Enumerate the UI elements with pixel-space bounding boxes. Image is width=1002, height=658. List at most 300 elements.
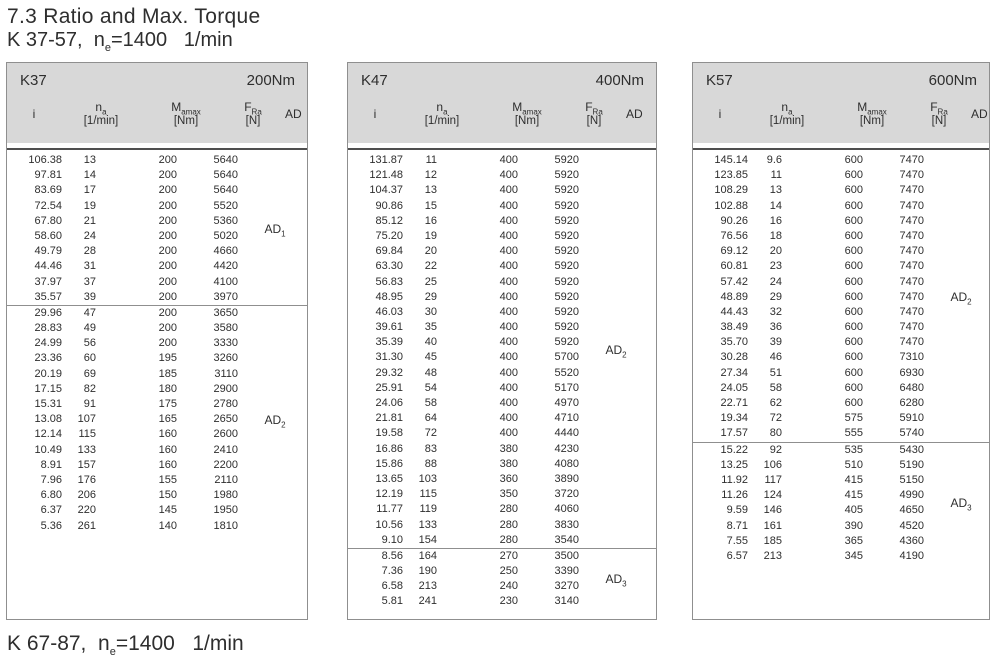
ad-label: $AD_3$: [950, 496, 972, 513]
subtitle-text: K 37-57, n: [7, 29, 105, 51]
f-value: 4970: [554, 397, 579, 409]
table-row: [693, 183, 989, 198]
f-value: 4190: [899, 549, 924, 562]
m-value: 180: [158, 382, 177, 395]
ad-group: [693, 153, 989, 442]
m-value: 350: [499, 488, 518, 501]
table-row: [7, 306, 307, 321]
i-value: 15.86: [375, 457, 403, 470]
table-row: [348, 366, 656, 381]
column-header-m: $M_{amax}$ [Nm]: [171, 100, 201, 127]
f-value: 5190: [899, 458, 924, 471]
i-value: 27.34: [720, 366, 748, 379]
i-value: 35.70: [720, 336, 748, 349]
i-value: 12.14: [34, 428, 62, 441]
f-value: 4420: [213, 260, 238, 273]
i-value: 37.97: [34, 275, 62, 288]
m-value: 200: [158, 260, 177, 273]
m-value: 600: [844, 351, 863, 364]
na-value: 213: [418, 580, 437, 593]
m-value: 200: [158, 322, 177, 335]
i-value: 17.15: [34, 382, 62, 395]
na-value: 103: [418, 472, 437, 485]
m-value: 400: [499, 412, 518, 425]
na-value: 206: [77, 489, 96, 502]
i-value: 5.81: [381, 595, 403, 608]
f-value: 5920: [554, 290, 579, 303]
f-value: 6480: [899, 381, 924, 394]
i-value: 69.84: [375, 245, 403, 258]
i-value: 48.89: [720, 290, 748, 303]
na-value: 119: [419, 503, 437, 516]
column-header-ad: AD: [626, 107, 643, 121]
i-value: 49.79: [34, 245, 62, 258]
na-value: 20: [769, 245, 782, 258]
na-value: 106: [763, 458, 782, 471]
i-value: 10.56: [375, 518, 403, 531]
column-header-ad: AD: [285, 107, 302, 121]
na-value: 16: [424, 214, 437, 227]
f-value: 5920: [554, 169, 579, 182]
na-value: 190: [418, 565, 437, 578]
table-row: [693, 549, 989, 564]
f-value: 7470: [899, 154, 924, 166]
i-value: 30.28: [720, 351, 748, 364]
m-value: 160: [158, 428, 177, 441]
table-row: [7, 488, 307, 503]
f-value: 5920: [554, 305, 579, 318]
ad-group: [7, 305, 307, 534]
f-value: 5920: [554, 275, 579, 288]
table-row: [348, 244, 656, 259]
i-value: 7.36: [381, 565, 403, 578]
f-value: 5520: [554, 366, 579, 379]
column-header-i: i: [373, 107, 377, 121]
na-value: 164: [418, 549, 437, 562]
f-value: 7470: [899, 275, 924, 288]
f-value: 4080: [554, 457, 579, 470]
table-row: [693, 443, 989, 458]
table-row: [348, 457, 656, 472]
f-value: 5920: [554, 184, 579, 197]
na-value: 56: [83, 337, 96, 350]
m-value: 150: [158, 489, 177, 502]
f-value: 1950: [213, 504, 238, 517]
column-header-f: $F_{Ra}$ [N]: [585, 100, 603, 127]
table-row: [693, 519, 989, 534]
na-value: 117: [764, 473, 782, 486]
m-value: 600: [844, 199, 863, 212]
m-value: 140: [158, 519, 177, 532]
i-value: 57.42: [720, 275, 748, 288]
i-value: 9.59: [726, 504, 748, 517]
m-value: 270: [499, 549, 518, 562]
torque-table: [347, 62, 657, 620]
m-value: 230: [499, 595, 518, 608]
i-value: 13.25: [720, 458, 748, 471]
f-value: 3260: [213, 352, 238, 365]
table-row: [7, 153, 307, 168]
na-value: 80: [769, 427, 782, 440]
m-value: 400: [499, 336, 518, 349]
na-value: 157: [77, 458, 96, 471]
i-value: 22.71: [720, 397, 748, 409]
table-row: [7, 458, 307, 473]
column-header-i: i: [718, 107, 722, 121]
i-value: 39.61: [375, 321, 403, 334]
table-row: [348, 472, 656, 487]
table-row: [693, 229, 989, 244]
na-value: 15: [424, 199, 437, 212]
f-value: 5170: [554, 381, 579, 394]
table-row: [348, 168, 656, 183]
na-value: 213: [763, 549, 782, 562]
i-value: 121.48: [369, 169, 403, 182]
na-value: 21: [83, 214, 96, 227]
na-value: 54: [424, 381, 437, 394]
f-value: 5700: [554, 351, 579, 364]
f-value: 4440: [554, 427, 579, 440]
m-value: 600: [844, 275, 863, 288]
m-value: 160: [158, 458, 177, 471]
m-value: 400: [499, 245, 518, 258]
f-value: 5740: [899, 427, 924, 440]
table-torque: 200Nm: [246, 72, 295, 89]
na-value: 11: [770, 169, 782, 182]
m-value: 345: [844, 549, 863, 562]
footer-suffix: =1400 1/min: [115, 632, 244, 655]
table-row: [693, 244, 989, 259]
f-value: 4360: [899, 534, 924, 547]
i-value: 44.43: [720, 305, 748, 318]
m-value: 600: [844, 305, 863, 318]
page-subtitle: [7, 29, 233, 52]
m-value: 400: [499, 154, 518, 166]
m-value: 200: [158, 214, 177, 227]
i-value: 7.96: [40, 473, 62, 486]
i-value: 97.81: [34, 169, 62, 182]
na-value: 72: [424, 427, 437, 440]
m-value: 400: [499, 381, 518, 394]
f-value: 5920: [554, 245, 579, 258]
m-value: 535: [844, 443, 863, 456]
i-value: 13.65: [375, 472, 403, 485]
table-row: [348, 290, 656, 305]
na-value: 64: [424, 412, 437, 425]
i-value: 131.87: [369, 154, 403, 166]
footer-subscript: e: [109, 646, 116, 658]
na-value: 58: [424, 397, 437, 409]
m-value: 600: [844, 336, 863, 349]
m-value: 365: [844, 534, 863, 547]
m-value: 600: [844, 290, 863, 303]
f-value: 3500: [554, 549, 579, 562]
table-row: [7, 275, 307, 290]
na-value: 82: [83, 382, 96, 395]
footer-subtitle: [7, 632, 244, 656]
i-value: 145.14: [714, 154, 748, 166]
column-header-f: $F_{Ra}$ [N]: [930, 100, 948, 127]
na-value: 13: [424, 184, 437, 197]
m-value: 155: [158, 473, 177, 486]
i-value: 46.03: [375, 305, 403, 318]
table-row: [693, 214, 989, 229]
m-value: 160: [158, 443, 177, 456]
na-value: 83: [424, 442, 437, 455]
na-value: 72: [769, 412, 782, 425]
i-value: 69.12: [720, 245, 748, 258]
na-value: 17: [83, 184, 96, 197]
m-value: 400: [499, 169, 518, 182]
f-value: 5640: [213, 184, 238, 197]
i-value: 6.37: [40, 504, 62, 517]
table-row: [7, 259, 307, 274]
f-value: 3580: [213, 322, 238, 335]
na-value: 92: [769, 443, 782, 456]
na-value: 146: [763, 504, 782, 517]
i-value: 75.20: [375, 229, 403, 242]
table-row: [693, 275, 989, 290]
i-value: 23.36: [34, 352, 62, 365]
m-value: 200: [158, 154, 177, 166]
f-value: 5920: [554, 229, 579, 242]
f-value: 1980: [213, 489, 238, 502]
i-value: 67.80: [34, 214, 62, 227]
i-value: 123.85: [714, 169, 748, 182]
m-value: 415: [844, 489, 863, 502]
f-value: 3830: [554, 518, 579, 531]
na-value: 29: [424, 290, 437, 303]
torque-table: [692, 62, 990, 620]
table-body: [693, 150, 989, 564]
f-value: 5920: [554, 321, 579, 334]
ad-group: [693, 442, 989, 565]
table-row: [348, 153, 656, 168]
table-row: [7, 199, 307, 214]
table-row: [348, 442, 656, 457]
f-value: 5430: [899, 443, 924, 456]
na-value: 161: [763, 519, 782, 532]
table-row: [348, 214, 656, 229]
i-value: 15.22: [720, 443, 748, 456]
f-value: 7470: [899, 184, 924, 197]
i-value: 9.10: [381, 533, 403, 546]
column-header-na: $n_a$ [1/min]: [83, 100, 119, 127]
m-value: 200: [158, 275, 177, 288]
na-value: 46: [769, 351, 782, 364]
m-value: 400: [499, 427, 518, 440]
m-value: 195: [158, 352, 177, 365]
m-value: 600: [844, 321, 863, 334]
ad-group: [348, 153, 656, 548]
table-row: [348, 320, 656, 335]
f-value: 3540: [554, 533, 579, 546]
f-value: 7310: [899, 351, 924, 364]
i-value: 83.69: [34, 184, 62, 197]
table-name: K37: [20, 72, 47, 89]
m-value: 200: [158, 245, 177, 258]
m-value: 200: [158, 337, 177, 350]
na-value: 115: [419, 488, 437, 501]
na-value: 60: [83, 352, 96, 365]
f-value: 3720: [554, 488, 579, 501]
na-value: 37: [83, 275, 96, 288]
ad-label: $AD_2$: [950, 290, 972, 307]
i-value: 35.39: [375, 336, 403, 349]
table-row: [7, 473, 307, 488]
na-value: 88: [424, 457, 437, 470]
m-value: 575: [844, 412, 863, 425]
i-value: 19.34: [720, 412, 748, 425]
i-value: 38.49: [720, 321, 748, 334]
table-row: [7, 382, 307, 397]
na-value: 11: [425, 154, 437, 166]
column-header-na: $n_a$ [1/min]: [769, 100, 805, 127]
m-value: 400: [499, 229, 518, 242]
m-value: 600: [844, 229, 863, 242]
f-value: 5640: [213, 169, 238, 182]
ad-group: [7, 153, 307, 305]
f-value: 2650: [213, 413, 238, 426]
f-value: 7470: [899, 199, 924, 212]
m-value: 200: [158, 306, 177, 319]
i-value: 11.77: [376, 503, 403, 516]
table-torque: 400Nm: [595, 72, 644, 89]
na-value: 16: [769, 214, 782, 227]
na-value: 51: [769, 366, 782, 379]
m-value: 145: [158, 504, 177, 517]
m-value: 400: [499, 290, 518, 303]
column-header-na: $n_a$ [1/min]: [424, 100, 460, 127]
m-value: 390: [844, 519, 863, 532]
f-value: 1810: [213, 519, 238, 532]
f-value: 6280: [899, 397, 924, 409]
m-value: 175: [158, 398, 177, 410]
m-value: 400: [499, 275, 518, 288]
i-value: 90.86: [375, 199, 403, 212]
table-row: [693, 305, 989, 320]
i-value: 15.31: [34, 398, 62, 410]
m-value: 280: [499, 518, 518, 531]
f-value: 5920: [554, 214, 579, 227]
table-row: [693, 426, 989, 441]
m-value: 600: [844, 154, 863, 166]
torque-table: [6, 62, 308, 620]
table-row: [693, 259, 989, 274]
i-value: 72.54: [34, 199, 62, 212]
f-value: 7470: [899, 336, 924, 349]
i-value: 8.56: [381, 549, 403, 562]
table-row: [348, 396, 656, 411]
f-value: 3110: [214, 367, 238, 380]
f-value: 3970: [213, 290, 238, 303]
table-row: [7, 443, 307, 458]
column-header-f: $F_{Ra}$ [N]: [244, 100, 262, 127]
f-value: 4990: [899, 489, 924, 502]
table-header: [693, 63, 989, 143]
m-value: 510: [844, 458, 863, 471]
page-title: 7.3 Ratio and Max. Torque: [7, 5, 261, 28]
f-value: 2200: [213, 458, 238, 471]
f-value: 3330: [213, 337, 238, 350]
na-value: 115: [78, 428, 96, 441]
f-value: 5520: [213, 199, 238, 212]
m-value: 600: [844, 381, 863, 394]
i-value: 76.56: [720, 229, 748, 242]
na-value: 14: [83, 169, 96, 182]
table-row: [7, 336, 307, 351]
f-value: 3270: [554, 580, 579, 593]
table-row: [348, 533, 656, 548]
na-value: 24: [769, 275, 782, 288]
f-value: 4100: [213, 275, 238, 288]
na-value: 45: [424, 351, 437, 364]
table-row: [693, 381, 989, 396]
m-value: 600: [844, 397, 863, 409]
m-value: 600: [844, 366, 863, 379]
table-row: [7, 290, 307, 305]
table-row: [348, 594, 656, 609]
na-value: 58: [769, 381, 782, 394]
i-value: 60.81: [720, 260, 748, 273]
table-row: [693, 534, 989, 549]
f-value: 4650: [899, 504, 924, 517]
i-value: 44.46: [34, 260, 62, 273]
na-value: 124: [763, 489, 782, 502]
table-row: [7, 367, 307, 382]
m-value: 400: [499, 366, 518, 379]
i-value: 104.37: [369, 184, 403, 197]
i-value: 28.83: [34, 322, 62, 335]
f-value: 5920: [554, 336, 579, 349]
m-value: 200: [158, 184, 177, 197]
f-value: 7470: [899, 214, 924, 227]
m-value: 600: [844, 169, 863, 182]
na-value: 22: [424, 260, 437, 273]
na-value: 154: [418, 533, 437, 546]
m-value: 280: [499, 503, 518, 516]
m-value: 555: [844, 427, 863, 440]
m-value: 400: [499, 321, 518, 334]
i-value: 29.96: [34, 306, 62, 319]
table-name: K47: [361, 72, 388, 89]
table-row: [693, 366, 989, 381]
na-value: 13: [83, 154, 96, 166]
i-value: 108.29: [714, 184, 748, 197]
na-value: 133: [418, 518, 437, 531]
na-value: 49: [83, 322, 96, 335]
table-body: [7, 150, 307, 534]
table-row: [693, 320, 989, 335]
table-row: [7, 503, 307, 518]
i-value: 7.55: [726, 534, 748, 547]
i-value: 5.36: [40, 519, 62, 532]
na-value: 9.6: [766, 154, 782, 166]
na-value: 23: [769, 260, 782, 273]
i-value: 21.81: [375, 412, 403, 425]
f-value: 5920: [554, 260, 579, 273]
i-value: 12.19: [375, 488, 403, 501]
table-row: [7, 397, 307, 412]
m-value: 200: [158, 169, 177, 182]
i-value: 31.30: [375, 351, 403, 364]
m-value: 600: [844, 245, 863, 258]
f-value: 5920: [554, 154, 579, 166]
f-value: 5360: [213, 214, 238, 227]
i-value: 25.91: [375, 381, 403, 394]
m-value: 400: [499, 397, 518, 409]
i-value: 11.92: [721, 473, 748, 486]
